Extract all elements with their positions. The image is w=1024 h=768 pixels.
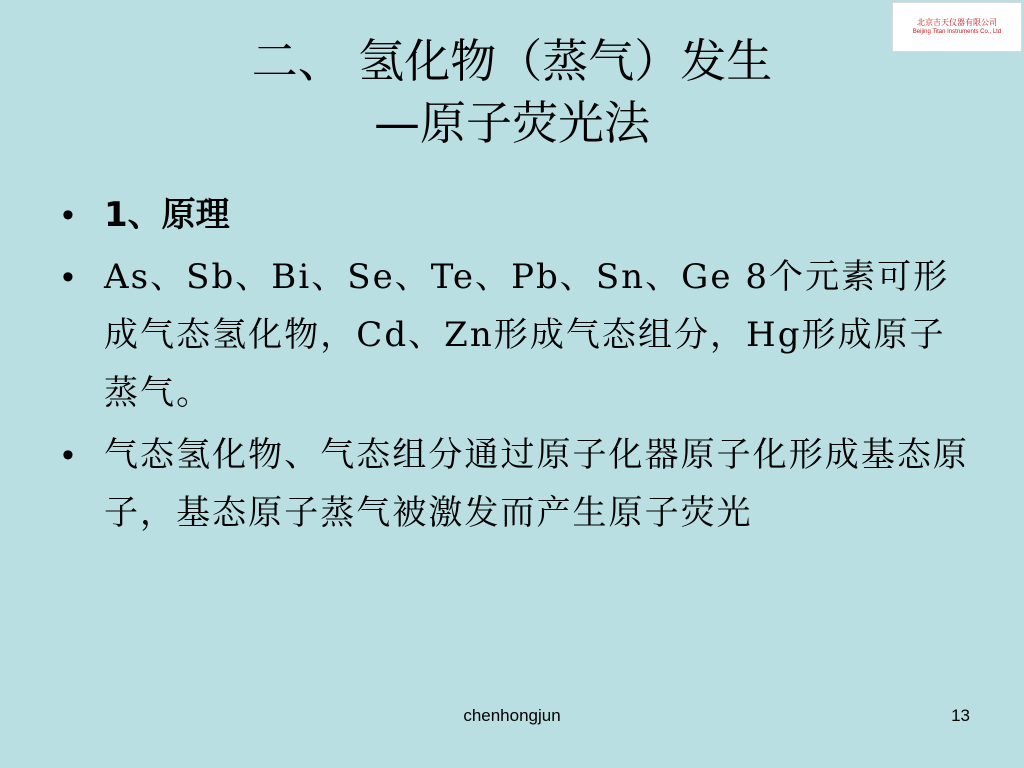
logo-company-name-en: Beijing Titan Instruments Co., Ltd bbox=[912, 29, 1002, 35]
page-number: 13 bbox=[951, 706, 970, 725]
bullet-item-elements bbox=[60, 248, 970, 422]
title-line-1: 二、 氢化物（蒸气）发生 bbox=[251, 34, 773, 88]
bullet-marker: • bbox=[62, 258, 74, 296]
bullet-item-principle bbox=[60, 186, 970, 244]
title-line-2: —原子荧光法 bbox=[374, 96, 650, 150]
bullet-text: 气态氢化物、气态组分通过原子化器原子化形成基态原子，基态原子蒸气被激发而产生原子荧光 bbox=[104, 435, 969, 533]
logo-company-name-cn: 北京吉天仪器有限公司 bbox=[917, 18, 997, 27]
bullet-marker: • bbox=[62, 196, 74, 234]
bullet-list bbox=[60, 186, 970, 546]
bullet-marker: • bbox=[62, 436, 74, 474]
bullet-text: As、Sb、Bi、Se、Te、Pb、Sn、Ge 8个元素可形成气态氢化物，Cd、Zn形成气态组分，Hg形成原子蒸气。 bbox=[104, 257, 950, 413]
bullet-item-atomization bbox=[60, 426, 970, 542]
bullet-text: 1、原理 bbox=[104, 195, 230, 235]
slide-title bbox=[0, 30, 1024, 154]
footer-author: chenhongjun bbox=[463, 706, 561, 725]
